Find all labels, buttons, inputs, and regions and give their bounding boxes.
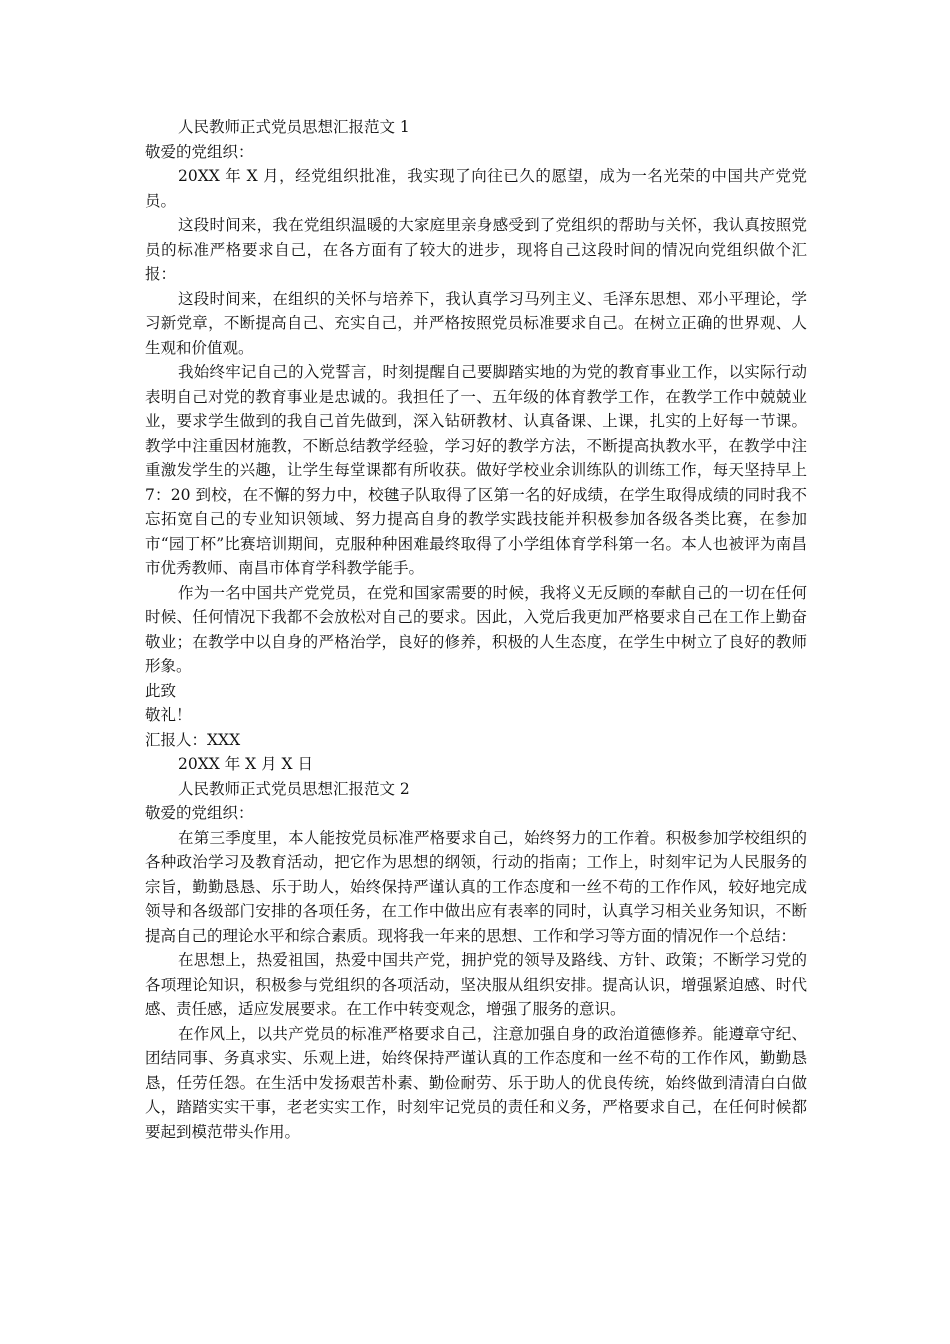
report1-closing-2: 敬礼！ [145,706,192,724]
report1-paragraph: 20XX 年 X 月，经党组织批准，我实现了向往已久的愿望，成为一名光荣的中国共产党党员。 [145,167,807,210]
report1-closing-1: 此致 [145,681,177,700]
report1-salutation: 敬爱的党组织： [145,142,254,161]
document-page [145,115,807,1144]
report2-salutation: 敬爱的党组织： [145,804,254,822]
report1-paragraph: 作为一名中国共产党党员，在党和国家需要的时候，我将义无反顾的奉献自己的一切在任何时候、任何情况下我都不会放松对自己的要求。因此，入党后我更加严格要求自己在工作上勤奋敬业；在教学中以自身的严格治学，良好的修养，积极的人生态度，在学生中树立了良好的教师形象。 [145,583,807,675]
report2-paragraph: 在第三季度里，本人能按党员标准严格要求自己，始终努力的工作着。积极参加学校组织的各种政治学习及教育活动，把它作为思想的纲领，行动的指南；工作上，时刻牢记为人民服务的宗旨，勤勤恳恳、乐于助人，始终保持严谨认真的工作态度和一丝不苟的工作作风，较好地完成领导和各级部门安排的各项任务，在工作中做出应有表率的同时，认真学习相关业务知识，不断提高自己的理论水平和综合素质。现将我一年来的思想、工作和学习等方面的情况作一个总结： [145,828,807,945]
report1-date: 20XX 年 X 月 X 日 [178,755,313,773]
report2-paragraph: 在作风上，以共产党员的标准严格要求自己，注意加强自身的政治道德修养。能遵章守纪、团结同事、务真求实、乐观上进，始终保持严谨认真的工作态度和一丝不苟的工作作风，勤勤恳恳，任劳任怨。在生活中发扬艰苦朴素、勤俭耐劳、乐于助人的优良传统，始终做到清清白白做人，踏踏实实干事，老老实实工作，时刻牢记党员的责任和义务，严格要求自己，在任何时候都要起到模范带头作用。 [145,1024,807,1141]
report1-title: 人民教师正式党员思想汇报范文 1 [178,118,410,136]
report2-title: 人民教师正式党员思想汇报范文 2 [178,779,410,798]
report1-paragraph: 我始终牢记自己的入党誓言，时刻提醒自己要脚踏实地的为党的教育事业工作，以实际行动表明自己对党的教育事业是忠诚的。我担任了一、五年级的体育教学工作，在教学工作中兢兢业业，要求学生做到的我自己首先做到，深入钻研教材、认真备课、上课，扎实的上好每一节课。教学中注重因材施教，不断总结教学经验，学习好的教学方法，不断提高执教水平，在教学中注重激发学生的兴趣，让学生每堂课都有所收获。做好学校业余训练队的训练工作，每天坚持早上 7：20 到校，在不懈的努力中，校毽子队取得了区第一名的好成绩，在学生取得成绩的同时我不忘拓宽自己的专业知识领域、努力提高自身的教学实践技能并积极参加各级各类比赛，在参加市“园丁杯”比赛培训期间，克服种种困难最终取得了小学组体育学科第一名。本人也被评为南昌市优秀教师、南昌市体育学科教学能手。 [145,363,807,577]
report1-paragraph: 这段时间来，我在党组织温暖的大家庭里亲身感受到了党组织的帮助与关怀，我认真按照党员的标准严格要求自己，在各方面有了较大的进步，现将自己这段时间的情况向党组织做个汇报： [145,216,807,283]
report2-paragraph: 在思想上，热爱祖国，热爱中国共产党，拥护党的领导及路线、方针、政策；不断学习党的各项理论知识，积极参与党组织的各项活动，坚决服从组织安排。提高认识，增强紧迫感、时代感、责任感，适应发展要求。在工作中转变观念，增强了服务的意识。 [145,951,807,1018]
report1-reporter: 汇报人：XXX [145,730,241,749]
report1-paragraph: 这段时间来，在组织的关怀与培养下，我认真学习马列主义、毛泽东思想、邓小平理论，学习新党章，不断提高自己、充实自己，并严格按照党员标准要求自己。在树立正确的世界观、人生观和价值观。 [145,289,807,357]
